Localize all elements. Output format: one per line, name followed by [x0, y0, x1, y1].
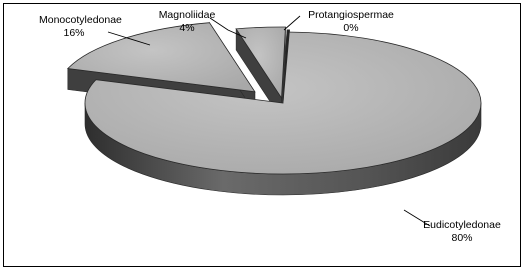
- leader-protangiospermae: [284, 16, 300, 30]
- label-value-monocotyledonae: 16%: [63, 27, 85, 39]
- label-name-monocotyledonae: Monocotyledonae: [39, 14, 122, 26]
- label-name-protangiospermae: Protangiospermae: [308, 9, 394, 21]
- label-value-magnoliidae: 4%: [179, 22, 195, 34]
- label-value-eudicotyledonae: 80%: [451, 232, 473, 244]
- label-name-magnoliidae: Magnoliidae: [158, 9, 216, 21]
- label-value-protangiospermae: 0%: [343, 22, 359, 34]
- label-name-eudicotyledonae: Eudicotyledonae: [423, 219, 501, 231]
